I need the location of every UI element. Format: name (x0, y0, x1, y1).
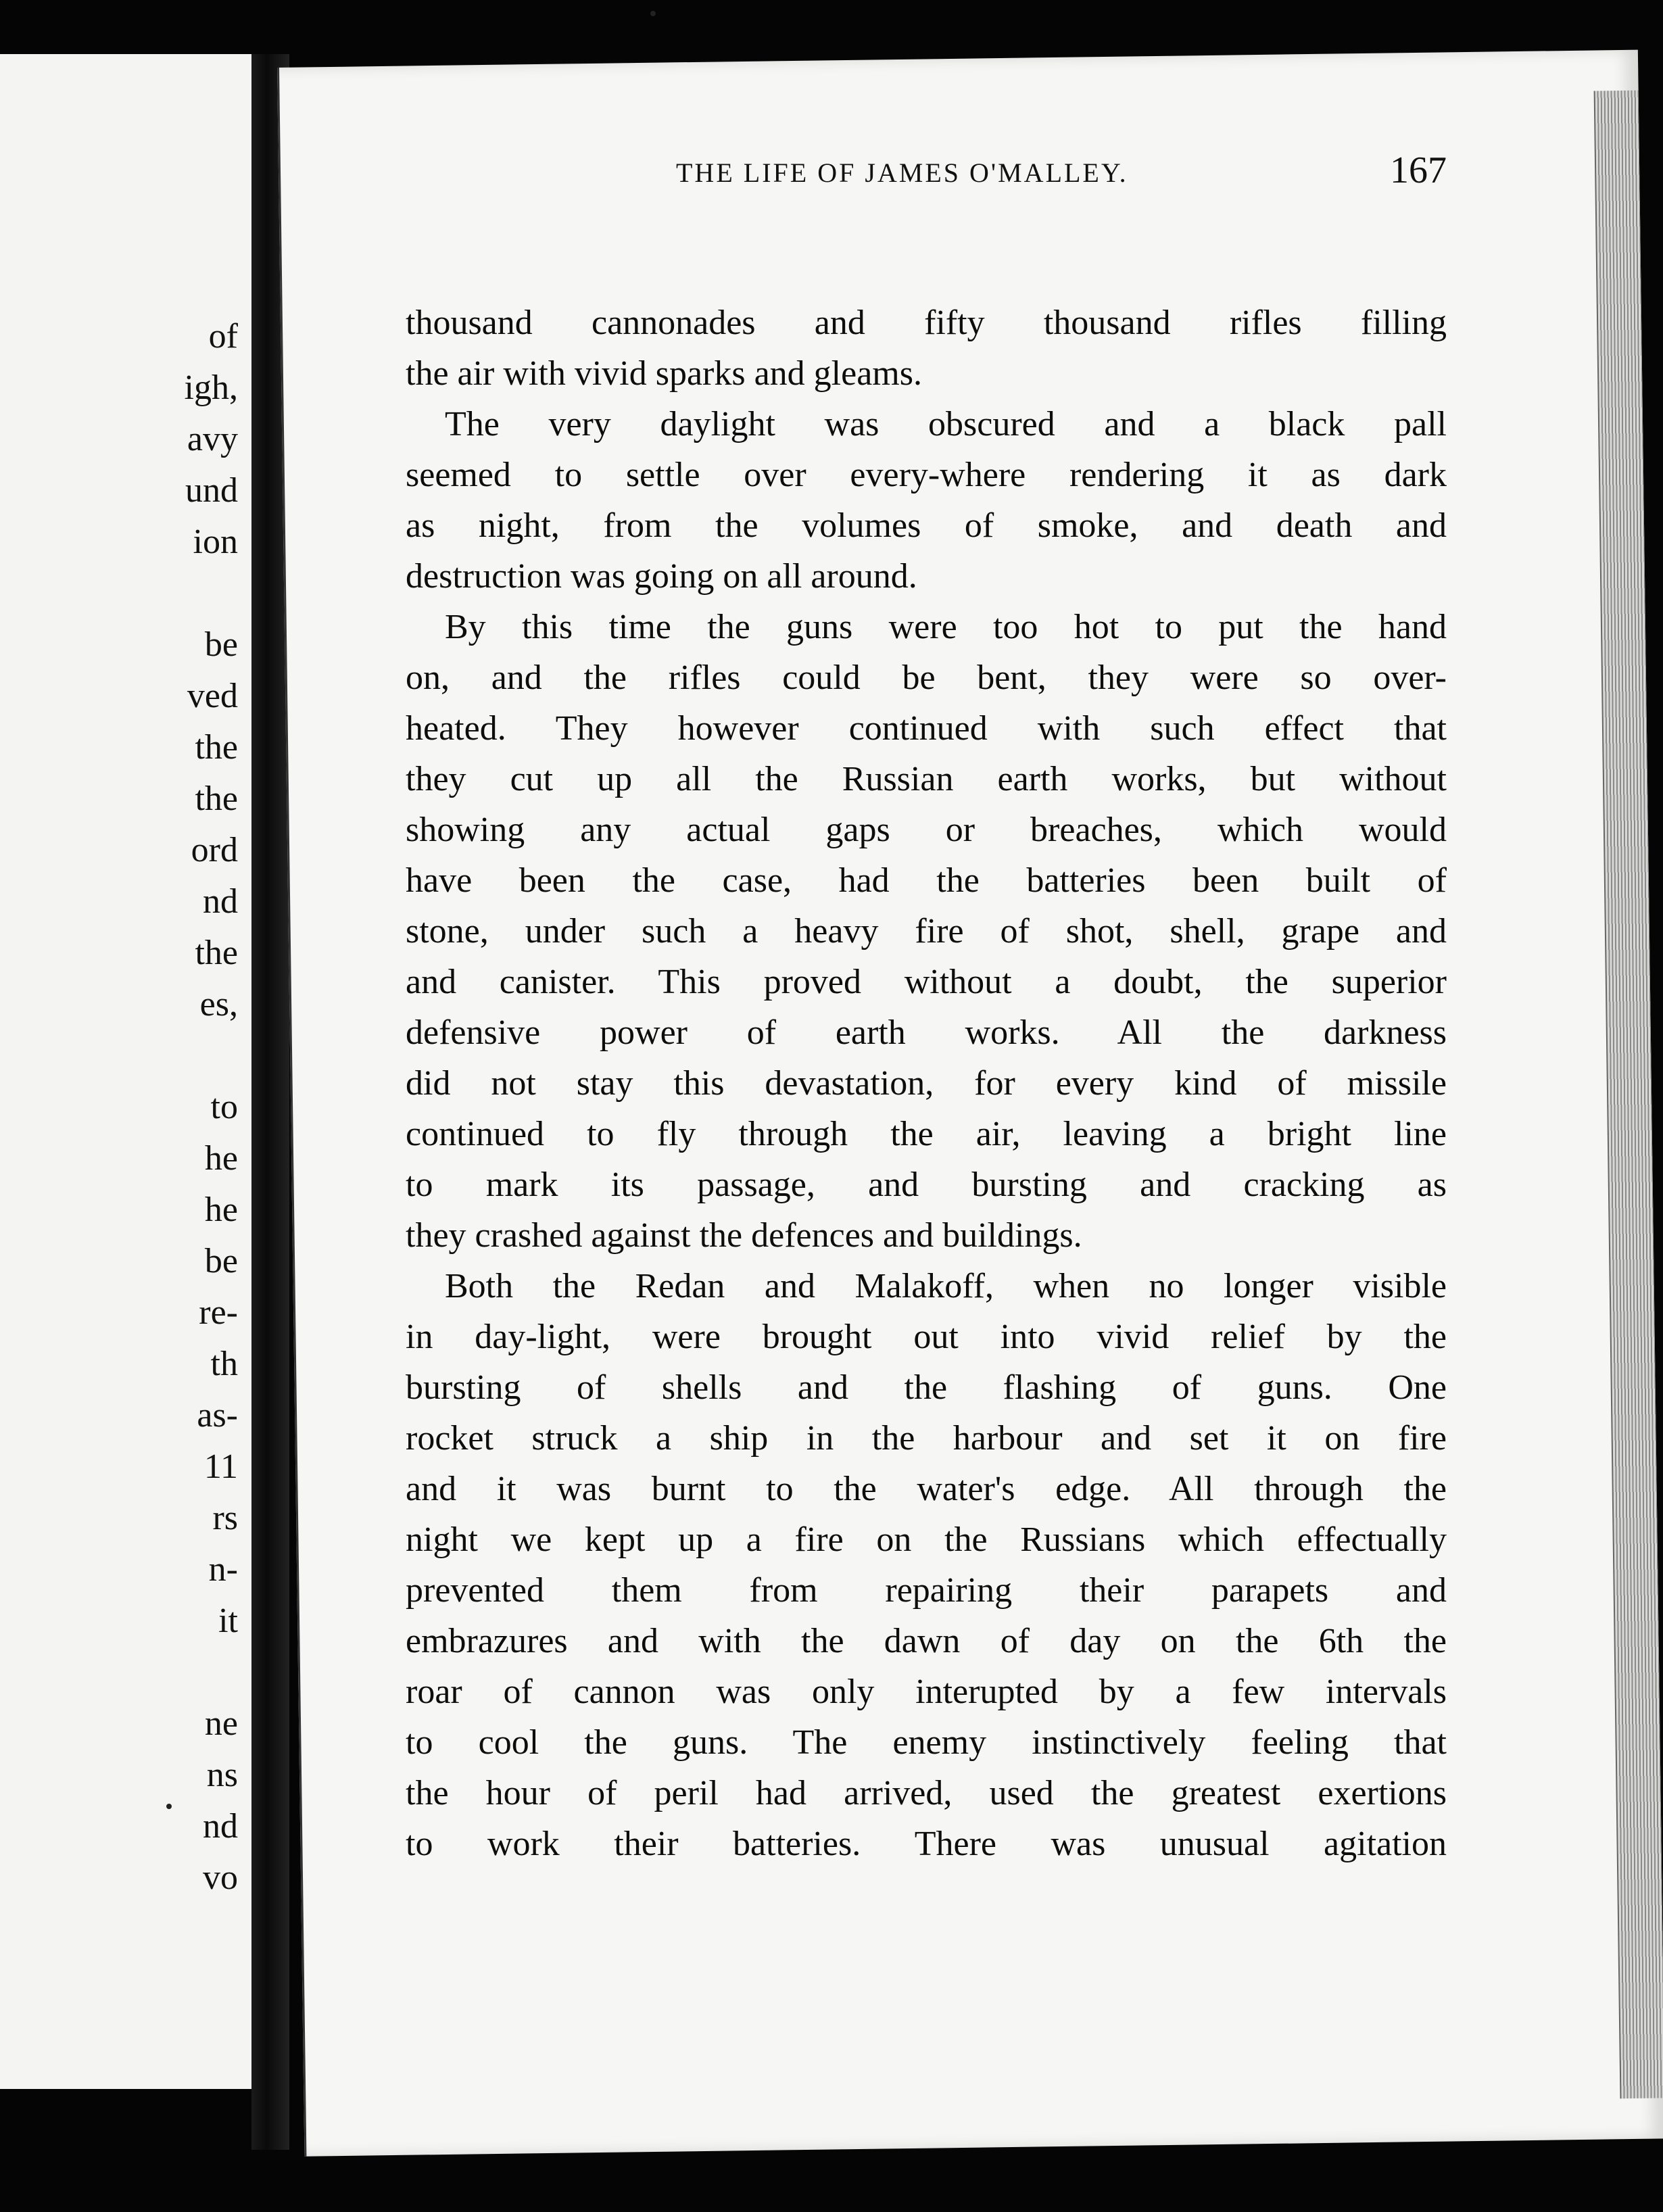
text-line: Both the Redan and Malakoff, when no longer visible (445, 1267, 1447, 1305)
scan-speck (166, 1804, 172, 1809)
text-line: did not stay this devastation, for every kind of missile (406, 1064, 1447, 1103)
text-line: stone, under such a heavy fire of shot, shell, grape and (406, 912, 1447, 951)
left-fragment-gap (185, 1647, 238, 1698)
page-number: 167 (1390, 149, 1447, 191)
text-line: prevented them from repairing their parapets and (406, 1571, 1447, 1610)
text-line: they crashed against the defences and buildings. (406, 1216, 1082, 1255)
text-line: seemed to settle over every-where rendering it as dark (406, 456, 1447, 494)
text-line: in day-light, were brought out into vivid relief by the (406, 1318, 1447, 1356)
text-line: heated. They however continued with such effect that (406, 709, 1447, 748)
text-line: the hour of peril had arrived, used the greatest exertions (406, 1774, 1447, 1812)
text-line: By this time the guns were too hot to put the hand (445, 608, 1447, 646)
left-fragment: ord (191, 831, 238, 869)
left-fragment: n- (208, 1550, 238, 1589)
text-line: defensive power of earth works. All the darkness (406, 1013, 1447, 1052)
left-fragment: avy (187, 420, 238, 458)
left-fragment: the (195, 934, 238, 972)
left-fragment: the (195, 728, 238, 767)
text-line: and it was burnt to the water's edge. All through the (406, 1470, 1447, 1508)
left-fragment: of (208, 317, 238, 356)
left-fragment: he (204, 1191, 238, 1229)
left-page (0, 54, 254, 2089)
text-line: to cool the guns. The enemy instinctively feeling that (406, 1723, 1447, 1762)
body-text (406, 297, 1447, 1869)
left-fragment: as- (197, 1396, 238, 1435)
left-fragment: the (195, 779, 238, 818)
text-line: to mark its passage, and bursting and cracking as (406, 1165, 1447, 1204)
left-fragment: be (204, 625, 238, 664)
text-line: and canister. This proved without a doubt, the superior (406, 963, 1447, 1001)
text-line: on, and the rifles could be bent, they were so over- (406, 658, 1447, 697)
text-line: continued to fly through the air, leaving a bright line (406, 1115, 1447, 1153)
left-fragment: nd (203, 1807, 238, 1846)
left-fragment: to (210, 1088, 238, 1126)
left-page-text-fragments (185, 311, 238, 1904)
left-fragment: vo (203, 1858, 238, 1897)
left-fragment: th (210, 1345, 238, 1383)
left-fragment: igh, (184, 368, 238, 407)
left-fragment: ne (204, 1704, 238, 1743)
text-line: thousand cannonades and fifty thousand rifles filling (406, 304, 1447, 342)
left-fragment: re- (199, 1293, 238, 1332)
left-fragment-gap (185, 568, 238, 619)
left-fragment: ns (206, 1756, 238, 1794)
left-fragment: ved (187, 677, 238, 715)
text-line: rocket struck a ship in the harbour and set it on fire (406, 1419, 1447, 1458)
text-line: night we kept up a fire on the Russians which effectually (406, 1520, 1447, 1559)
left-fragment: es, (199, 985, 238, 1024)
text-line: destruction was going on all around. (406, 557, 917, 596)
left-fragment: und (185, 471, 238, 510)
left-fragment: nd (203, 882, 238, 921)
left-fragment: rs (212, 1499, 238, 1537)
text-line: showing any actual gaps or breaches, which would (406, 811, 1447, 849)
scan-speck (650, 11, 656, 16)
text-line: bursting of shells and the flashing of guns. One (406, 1368, 1447, 1407)
left-fragment-gap (185, 1030, 238, 1082)
running-title: THE LIFE OF JAMES O'MALLEY. (676, 158, 1128, 188)
text-line: embrazures and with the dawn of day on the 6th the (406, 1622, 1447, 1660)
text-line: roar of cannon was only interupted by a few intervals (406, 1673, 1447, 1711)
left-fragment: he (204, 1139, 238, 1178)
text-line: The very daylight was obscured and a black pall (445, 405, 1447, 443)
text-line: as night, from the volumes of smoke, and death and (406, 506, 1447, 545)
left-fragment: it (218, 1602, 238, 1640)
left-fragment: 11 (203, 1447, 238, 1486)
text-line: to work their batteries. There was unusual agitation (406, 1825, 1447, 1863)
left-fragment: ion (193, 523, 238, 561)
page-edges (1594, 91, 1663, 2099)
text-line: they cut up all the Russian earth works, but without (406, 760, 1447, 798)
text-line: have been the case, had the batteries been built of (406, 861, 1447, 900)
left-fragment: be (204, 1242, 238, 1280)
text-line: the air with vivid sparks and gleams. (406, 354, 922, 393)
